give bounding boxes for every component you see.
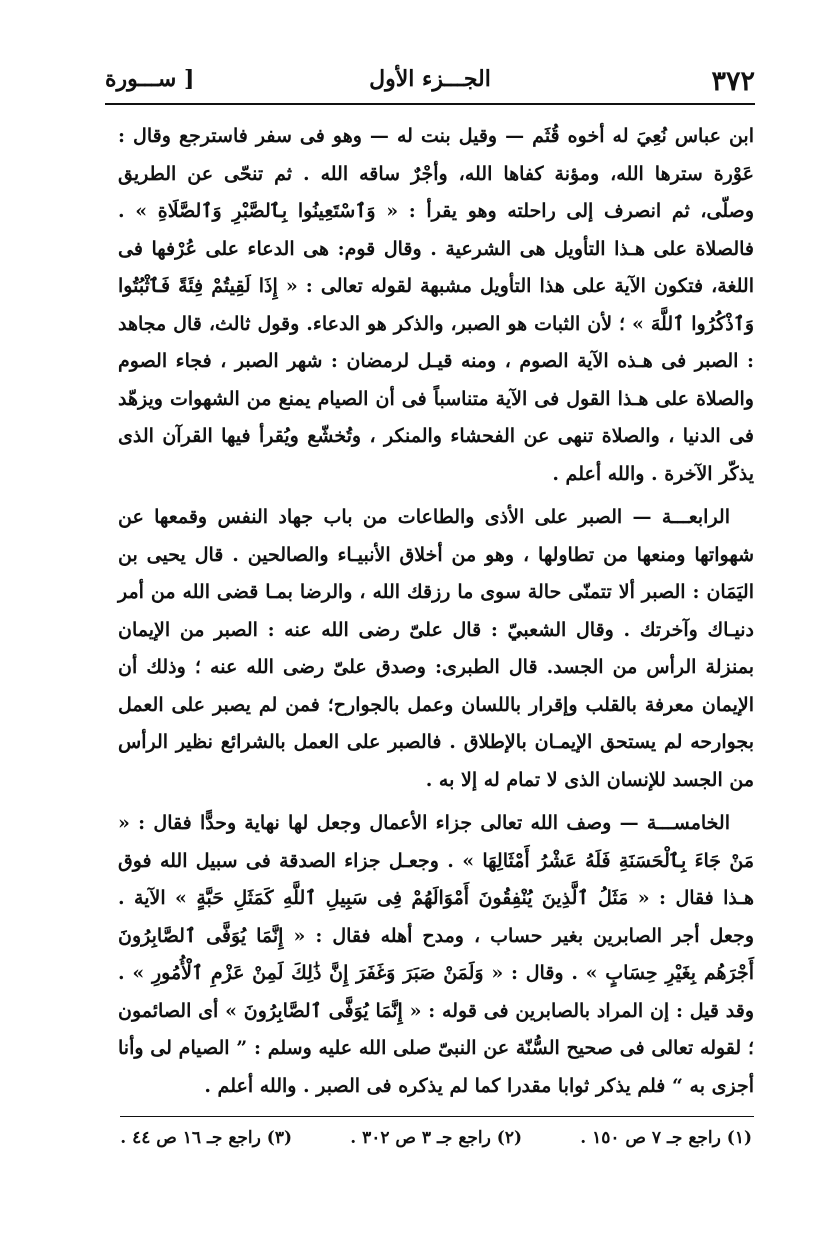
paragraph-fifth: الخامســـة — وصف الله تعالى جزاء الأعمال وجعل لها نهاية وحدًّا فقال : « مَنْ جَاءَ بِٱلْحَسَنَةِ فَلَهُ عَشْرُ أَمْثَالِهَا » . وجعـل جزاء الصدقة فى سبيل الله فوق هـذا فقال : « مَثَلُ ٱلَّذِينَ يُنْفِقُونَ أَمْوَالَهُمْ فِى سَبِيلِ ٱللَّهِ كَمَثَلِ حَبَّةٍ » الآية . وجعل أجر الصابرين بغير حساب ، ومدح أهله فقال : « إِنَّمَا يُوَفَّى ٱلصَّابِرُونَ أَجْرَهُم بِغَيْرِ حِسَابٍ » . وقال : « وَلَمَنْ صَبَرَ وَغَفَرَ إِنَّ ذَٰلِكَ لَمِنْ عَزْمِ ٱلْأُمُورِ » . وقد قيل : إن المراد بالصابرين فى قوله : « إِنَّمَا يُوَفَّى ٱلصَّابِرُونَ » أى الصائمون ؛ لقوله تعالى فى صحيح السُّنّة عن النبىّ صلى الله عليه وسلم : ” الصيام لى وأنا أجزى به “ فلم يذكر ثوابا مقدرا كما لم يذكره فى الصبر . والله أعلم .	[118, 812, 754, 1097]
part-title: الجـــزء الأول	[369, 66, 491, 92]
running-header	[105, 62, 755, 102]
footnote-3: (٣) راجع جـ ١٦ ص ٤٤ .	[120, 1128, 292, 1148]
paragraph-intro: ابن عباس نُعِيَ له أخوه قُثَم — وقيل بنت له — وهو فى سفر فاسترجع وقال : عَوْرة سترها الله، ومؤنة كفاها الله، وأجْرٌ ساقه الله . ثم تنحّى عن الطريق وصلّى، ثم انصرف إلى راحلته وهو يقرأ : « وَٱسْتَعِينُوا بِٱلصَّبْرِ وَٱلصَّلَاةِ » . فالصلاة على هـذا التأويل هى الشرعية . وقال قوم: هى الدعاء على عُرْفها فى اللغة، فتكون الآية على هذا التأويل مشبهة لقوله تعالى : « إِذَا لَقِيتُمْ فِئَةً فَٱثْبُتُوا وَٱذْكُرُوا ٱللَّهَ » ؛ لأن الثبات هو الصبر، والذكر هو الدعاء. وقول ثالث، قال مجاهد : الصبر فى هـذه الآية الصوم ، ومنه قيـل لرمضان : شهر الصبر ، فجاء الصوم والصلاة على هـذا القول فى الآية متناسباً فى أن الصيام يمنع من الشهوات ويزهّد فى الدنيا ، والصلاة تنهى عن الفحشاء والمنكر ، وتُخشّع ويُقرأ فيها القرآن الذى يذكّر الآخرة . والله أعلم .	[118, 125, 754, 485]
footnote-2: (٢) راجع جـ ٣ ص ٣٠٢ .	[350, 1128, 522, 1148]
footnote-divider	[120, 1116, 754, 1117]
paragraph-fourth: الرابعـــة — الصبر على الأذى والطاعات من باب جهاد النفس وقمعها عن شهواتها ومنعها من تطاولها ، وهو من أخلاق الأنبيـاء والصالحين . قال يحيى بن اليَمَان : الصبر ألا تتمنّى حالة سوى ما رزقك الله ، والرضا بمـا قضى الله من أمر دنيـاك وآخرتك . وقال الشعبيّ : قال علىّ رضى الله عنه : الصبر من الإيمان بمنزلة الرأس من الجسد. قال الطبرى: وصدق علىّ رضى الله عنه ؛ وذلك أن الإيمان معرفة بالقلب وإقرار باللسان وعمل بالجوارح؛ فمن لم يصبر على العمل بجوارحه لم يستحق الإيمـان بالإطلاق . فالصبر على العمل بالشرائع نظير الرأس من الجسد للإنسان الذى لا تمام له إلا به .	[118, 506, 754, 791]
header-divider	[105, 103, 755, 105]
main-text	[118, 118, 754, 1111]
sura-label: [ ســـورة	[105, 66, 195, 92]
page-number: ٣٧٢	[711, 66, 755, 97]
footnote-1: (١) راجع جـ ٧ ص ١٥٠ .	[580, 1128, 752, 1148]
footnotes	[118, 1124, 752, 1158]
